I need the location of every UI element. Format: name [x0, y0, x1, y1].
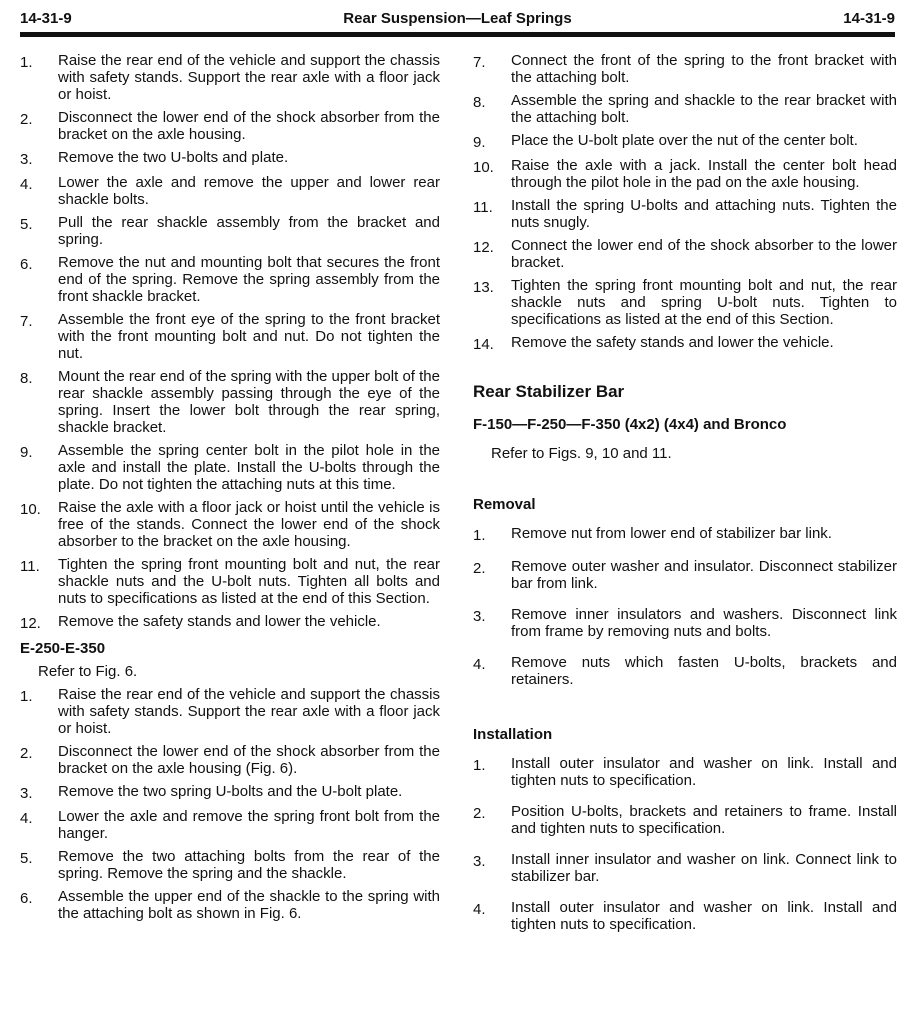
step-text: Remove the two spring U-bolts and the U-bolt plate.: [58, 783, 403, 800]
step-number: 10.: [20, 501, 41, 518]
step-number: 3.: [20, 785, 33, 802]
step-item: [20, 442, 440, 493]
step-item: [20, 783, 440, 802]
step-number: 3.: [473, 608, 486, 625]
step-number: 8.: [473, 94, 486, 111]
step-text: Position U-bolts, brackets and retainers to frame. Install and tighten nuts to specification.: [511, 803, 897, 837]
left-column: [20, 52, 440, 928]
step-number: 2.: [473, 805, 486, 822]
step-number: 1.: [473, 527, 486, 544]
step-item: [20, 686, 440, 737]
step-text: Remove the two U-bolts and plate.: [58, 149, 289, 166]
step-text: Remove the two attaching bolts from the rear of the spring. Remove the spring and the shackle.: [58, 848, 440, 882]
e-series-heading: E-250-E-350: [20, 640, 106, 657]
step-text: Raise the axle with a floor jack or hoist until the vehicle is free of the stands. Connect the lower end of the shock absorber to the bracket on the axle housing.: [58, 499, 440, 550]
page-number-left: 14-31-9: [20, 10, 72, 27]
stabilizer-subheading: F-150—F-250—F-350 (4x2) (4x4) and Bronco: [473, 416, 787, 433]
step-number: 2.: [20, 111, 33, 128]
e-series-refer: Refer to Fig. 6.: [38, 663, 138, 680]
step-item: [473, 525, 897, 544]
step-item: [473, 132, 897, 151]
step-number: 5.: [20, 850, 33, 867]
step-item: [20, 214, 440, 248]
removal-heading: Removal: [473, 496, 536, 513]
step-text: Install outer insulator and washer on link. Install and tighten nuts to specification.: [511, 899, 897, 933]
step-number: 7.: [473, 54, 486, 71]
step-text: Place the U-bolt plate over the nut of the center bolt.: [511, 132, 858, 149]
step-number: 4.: [20, 176, 33, 193]
step-item: [473, 899, 897, 933]
step-number: 4.: [473, 656, 486, 673]
step-text: Assemble the upper end of the shackle to the spring with the attaching bolt as shown in Fig. 6.: [58, 888, 440, 922]
step-item: [20, 149, 440, 168]
installation-steps: [473, 755, 897, 933]
step-text: Connect the front of the spring to the front bracket with the attaching bolt.: [511, 52, 897, 86]
step-number: 8.: [20, 370, 33, 387]
step-item: [473, 52, 897, 86]
step-text: Pull the rear shackle assembly from the bracket and spring.: [58, 214, 440, 248]
step-item: [473, 277, 897, 328]
step-text: Mount the rear end of the spring with the upper bolt of the rear shackle assembly passing through the eye of the spring. Insert the lower bolt through the rear spring, shackle bracket.: [58, 368, 440, 436]
page-header: [20, 8, 895, 30]
removal-steps: [473, 525, 897, 688]
step-text: Connect the lower end of the shock absorber to the lower bracket.: [511, 237, 897, 271]
step-item: [20, 174, 440, 208]
step-number: 13.: [473, 279, 494, 296]
step-item: [20, 254, 440, 305]
step-item: [473, 755, 897, 789]
step-item: [473, 157, 897, 191]
step-number: 4.: [473, 901, 486, 918]
step-text: Assemble the front eye of the spring to the front bracket with the front mounting bolt and nut. Do not tighten the nut.: [58, 311, 440, 362]
step-text: Install the spring U-bolts and attaching nuts. Tighten the nuts snugly.: [511, 197, 897, 231]
step-item: [20, 52, 440, 103]
step-number: 11.: [20, 558, 40, 575]
step-item: [473, 558, 897, 592]
step-text: Remove nuts which fasten U-bolts, brackets and retainers.: [511, 654, 897, 688]
step-item: [473, 654, 897, 688]
step-item: [20, 848, 440, 882]
step-text: Remove the safety stands and lower the vehicle.: [511, 334, 834, 351]
leaf-spring-steps-continued: [473, 52, 897, 353]
step-number: 6.: [20, 256, 33, 273]
step-item: [473, 851, 897, 885]
step-item: [473, 606, 897, 640]
step-item: [20, 556, 440, 607]
step-number: 3.: [20, 151, 33, 168]
step-number: 7.: [20, 313, 33, 330]
step-text: Install outer insulator and washer on link. Install and tighten nuts to specification.: [511, 755, 897, 789]
step-item: [20, 109, 440, 143]
step-text: Disconnect the lower end of the shock absorber from the bracket on the axle housing.: [58, 109, 440, 143]
step-item: [20, 499, 440, 550]
step-item: [20, 613, 440, 632]
page-title: Rear Suspension—Leaf Springs: [343, 10, 572, 27]
step-number: 12.: [473, 239, 494, 256]
step-number: 1.: [20, 54, 33, 71]
step-text: Raise the axle with a jack. Install the center bolt head through the pilot hole in the pad on the axle housing.: [511, 157, 897, 191]
step-item: [20, 888, 440, 922]
step-number: 12.: [20, 615, 41, 632]
step-item: [20, 743, 440, 777]
step-text: Tighten the spring front mounting bolt and nut, the rear shackle nuts and spring U-bolt nuts. Tighten to specifications as listed at the end of this Section.: [511, 277, 897, 328]
leaf-spring-steps: [20, 52, 440, 632]
step-number: 10.: [473, 159, 494, 176]
step-number: 9.: [20, 444, 33, 461]
installation-heading: Installation: [473, 726, 553, 743]
step-number: 5.: [20, 216, 33, 233]
step-item: [20, 368, 440, 436]
step-number: 6.: [20, 890, 33, 907]
step-item: [20, 311, 440, 362]
step-item: [20, 808, 440, 842]
step-item: [473, 803, 897, 837]
step-number: 14.: [473, 336, 494, 353]
step-number: 2.: [20, 745, 33, 762]
right-column: [473, 52, 897, 947]
step-text: Remove the safety stands and lower the vehicle.: [58, 613, 381, 630]
step-text: Assemble the spring center bolt in the pilot hole in the axle and install the plate. Install the U-bolts through the plate. Do not tighten the attaching nuts at this time.: [58, 442, 440, 493]
step-number: 4.: [20, 810, 33, 827]
stabilizer-refer: Refer to Figs. 9, 10 and 11.: [491, 445, 672, 462]
step-item: [473, 237, 897, 271]
step-number: 11.: [473, 199, 493, 216]
step-text: Remove inner insulators and washers. Disconnect link from frame by removing nuts and bolts.: [511, 606, 897, 640]
step-text: Raise the rear end of the vehicle and support the chassis with safety stands. Support the rear axle with a floor jack or hoist.: [58, 52, 440, 103]
step-item: [473, 334, 897, 353]
step-number: 9.: [473, 134, 486, 151]
step-text: Lower the axle and remove the upper and lower rear shackle bolts.: [58, 174, 440, 208]
step-number: 3.: [473, 853, 486, 870]
step-number: 1.: [473, 757, 486, 774]
step-text: Lower the axle and remove the spring front bolt from the hanger.: [58, 808, 440, 842]
step-text: Remove the nut and mounting bolt that secures the front end of the spring. Remove the spring assembly from the front shackle bracket.: [58, 254, 440, 305]
step-item: [473, 197, 897, 231]
step-text: Remove nut from lower end of stabilizer bar link.: [511, 525, 832, 542]
step-text: Tighten the spring front mounting bolt and nut, the rear shackle nuts and the U-bolt nuts. Tighten all bolts and nuts to specifications as listed at the end of this Section.: [58, 556, 440, 607]
stabilizer-heading: Rear Stabilizer Bar: [473, 382, 625, 401]
page-number-right: 14-31-9: [843, 10, 895, 27]
step-text: Remove outer washer and insulator. Disconnect stabilizer bar from link.: [511, 558, 897, 592]
header-rule: [20, 32, 895, 37]
step-number: 2.: [473, 560, 486, 577]
step-text: Disconnect the lower end of the shock absorber from the bracket on the axle housing (Fig. 6).: [58, 743, 440, 777]
step-text: Assemble the spring and shackle to the rear bracket with the attaching bolt.: [511, 92, 897, 126]
step-number: 1.: [20, 688, 33, 705]
step-text: Raise the rear end of the vehicle and support the chassis with safety stands. Support the rear axle with a floor jack or hoist.: [58, 686, 440, 737]
step-item: [473, 92, 897, 126]
step-text: Install inner insulator and washer on link. Connect link to stabilizer bar.: [511, 851, 897, 885]
e-series-steps: [20, 686, 440, 922]
